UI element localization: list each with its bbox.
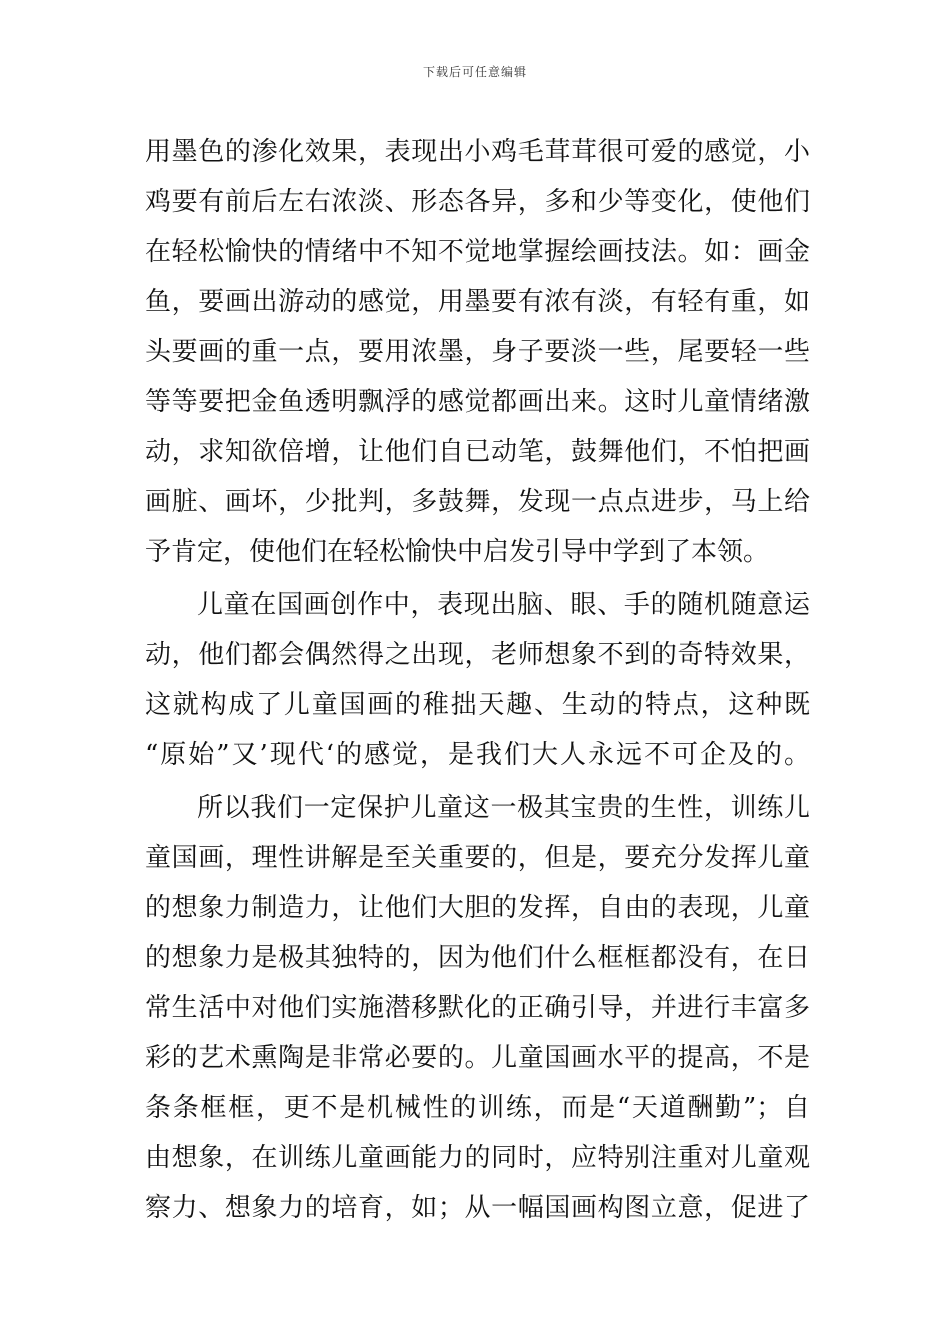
- paragraph: [145, 127, 810, 577]
- text-line: 条条框框，更不是机械性的训练，而是“天道酬勤”；自: [145, 1093, 810, 1123]
- text-line: 的想象力是极其独特的，因为他们什么框框都没有，在日: [145, 943, 810, 973]
- text-line: 察力、想象力的培育，如；从一幅国画构图立意，促进了: [145, 1193, 810, 1223]
- text-line: 动，求知欲倍增，让他们自已动笔，鼓舞他们，不怕把画: [145, 437, 810, 467]
- text-line: 予肯定，使他们在轻松愉快中启发引导中学到了本领。: [145, 537, 770, 567]
- paragraph: [145, 580, 810, 780]
- text-line: 头要画的重一点，要用浓墨，身子要淡一些，尾要轻一些: [145, 337, 810, 367]
- text-line: “原始”又’现代‘的感觉，是我们大人永远不可企及的。: [145, 740, 810, 770]
- text-line: 这就构成了儿童国画的稚拙天趣、生动的特点，这种既: [145, 690, 810, 720]
- text-line: 等等要把金鱼透明飘浮的感觉都画出来。这时儿童情绪激: [145, 387, 810, 417]
- text-line: 的想象力制造力，让他们大胆的发挥，自由的表现，儿童: [145, 893, 810, 923]
- text-line: 用墨色的渗化效果，表现出小鸡毛茸茸很可爱的感觉，小: [145, 137, 810, 167]
- text-line: 动，他们都会偶然得之出现，老师想象不到的奇特效果，: [145, 640, 810, 670]
- text-line: 鸡要有前后左右浓淡、形态各异，多和少等变化，使他们: [145, 187, 810, 217]
- text-line: 彩的艺术熏陶是非常必要的。儿童国画水平的提高，不是: [145, 1043, 810, 1073]
- text-line: 鱼，要画出游动的感觉，用墨要有浓有淡，有轻有重，如: [145, 287, 810, 317]
- text-line: 由想象，在训练儿童画能力的同时，应特别注重对儿童观: [145, 1143, 810, 1173]
- text-line: 儿童在国画创作中，表现出脑、眼、手的随机随意运: [197, 590, 810, 620]
- document-body: [145, 127, 810, 1233]
- text-line: 在轻松愉快的情绪中不知不觉地掌握绘画技法。如：画金: [145, 237, 810, 267]
- paragraph: [145, 783, 810, 1233]
- text-line: 常生活中对他们实施潜移默化的正确引导，并进行丰富多: [145, 993, 810, 1023]
- text-line: 画脏、画坏，少批判，多鼓舞，发现一点点进步，马上给: [145, 487, 810, 517]
- page-header: 下载后可任意编辑: [422, 65, 527, 79]
- text-line: 童国画，理性讲解是至关重要的，但是，要充分发挥儿童: [145, 843, 810, 873]
- text-line: 所以我们一定保护儿童这一极其宝贵的生性，训练儿: [197, 793, 810, 823]
